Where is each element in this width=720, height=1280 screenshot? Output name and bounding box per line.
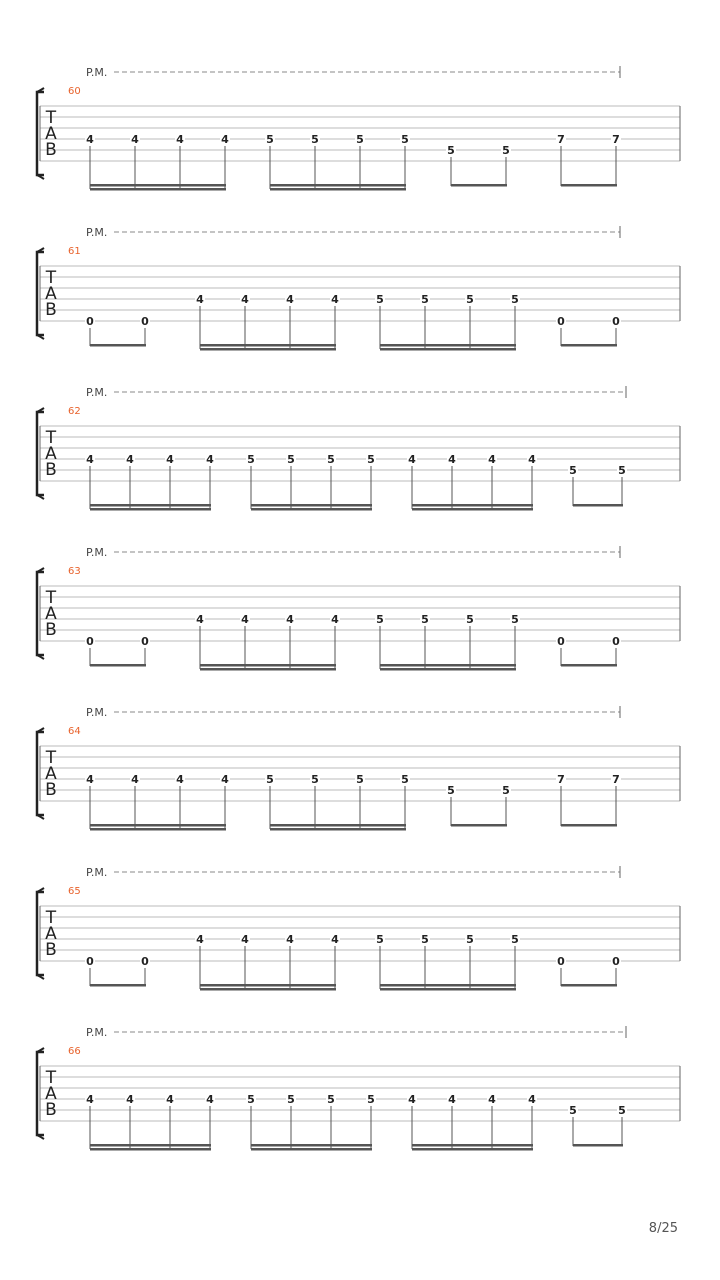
tab-clef-a: A xyxy=(45,924,57,944)
tab-clef-a: A xyxy=(45,444,57,464)
beam-primary xyxy=(200,664,336,667)
tab-clef-b: B xyxy=(45,1100,57,1120)
beam-primary xyxy=(90,984,146,987)
fret-number: 4 xyxy=(528,453,536,466)
beam-primary xyxy=(561,664,617,667)
tab-clef-a: A xyxy=(45,764,57,784)
fret-number: 4 xyxy=(166,453,174,466)
fret-number: 5 xyxy=(511,613,519,626)
palm-mute-label: P.M. xyxy=(86,546,108,559)
fret-number: 5 xyxy=(466,933,474,946)
fret-number: 5 xyxy=(367,453,375,466)
measure-number: 64 xyxy=(68,726,81,737)
tab-clef-t: T xyxy=(45,1068,57,1088)
tab-clef-a: A xyxy=(45,604,57,624)
fret-number: 0 xyxy=(557,955,565,968)
beam-primary xyxy=(561,184,617,187)
fret-number: 4 xyxy=(86,133,94,146)
fret-number: 5 xyxy=(376,293,384,306)
fret-number: 4 xyxy=(241,933,249,946)
fret-number: 0 xyxy=(86,955,94,968)
page-number: 8/25 xyxy=(648,1221,678,1236)
palm-mute-label: P.M. xyxy=(86,706,108,719)
fret-number: 0 xyxy=(86,635,94,648)
fret-number: 5 xyxy=(466,293,474,306)
fret-number: 4 xyxy=(86,453,94,466)
fret-number: 5 xyxy=(401,773,409,786)
fret-number: 5 xyxy=(447,784,455,797)
beam-primary xyxy=(270,184,406,187)
fret-number: 5 xyxy=(247,1093,255,1106)
beam-secondary xyxy=(380,668,516,671)
fret-number: 0 xyxy=(612,955,620,968)
beam-primary xyxy=(90,664,146,667)
fret-number: 4 xyxy=(176,773,184,786)
beam-primary xyxy=(200,344,336,347)
fret-number: 5 xyxy=(356,773,364,786)
beam-primary xyxy=(412,504,533,507)
fret-number: 5 xyxy=(367,1093,375,1106)
beam-primary xyxy=(270,824,406,827)
beam-primary xyxy=(573,504,623,507)
measure-number: 61 xyxy=(68,246,81,257)
fret-number: 4 xyxy=(286,613,294,626)
fret-number: 5 xyxy=(266,773,274,786)
tab-clef-t: T xyxy=(45,908,57,928)
tab-clef-b: B xyxy=(45,460,57,480)
fret-number: 5 xyxy=(311,773,319,786)
fret-number: 5 xyxy=(401,133,409,146)
fret-number: 5 xyxy=(327,1093,335,1106)
fret-number: 4 xyxy=(206,1093,214,1106)
beam-secondary xyxy=(412,1148,533,1151)
fret-number: 5 xyxy=(569,1104,577,1117)
fret-number: 5 xyxy=(376,933,384,946)
fret-number: 4 xyxy=(331,933,339,946)
fret-number: 4 xyxy=(126,453,134,466)
beam-primary xyxy=(561,824,617,827)
fret-number: 5 xyxy=(447,144,455,157)
beam-primary xyxy=(561,984,617,987)
fret-number: 4 xyxy=(331,293,339,306)
beam-primary xyxy=(90,344,146,347)
beam-primary xyxy=(90,184,226,187)
beam-secondary xyxy=(90,828,226,831)
fret-number: 4 xyxy=(241,293,249,306)
tab-clef-t: T xyxy=(45,108,57,128)
fret-number: 7 xyxy=(612,773,620,786)
beam-primary xyxy=(90,1144,211,1147)
measure-number: 60 xyxy=(68,86,81,97)
fret-number: 4 xyxy=(488,453,496,466)
beam-primary xyxy=(90,824,226,827)
fret-number: 5 xyxy=(421,933,429,946)
fret-number: 5 xyxy=(421,293,429,306)
fret-number: 5 xyxy=(618,1104,626,1117)
beam-secondary xyxy=(380,988,516,991)
fret-number: 4 xyxy=(528,1093,536,1106)
fret-number: 5 xyxy=(247,453,255,466)
fret-number: 5 xyxy=(266,133,274,146)
beam-primary xyxy=(380,664,516,667)
measure-number: 63 xyxy=(68,566,81,577)
tab-clef-t: T xyxy=(45,588,57,608)
tab-clef-a: A xyxy=(45,124,57,144)
measure-number: 65 xyxy=(68,886,81,897)
fret-number: 5 xyxy=(502,144,510,157)
beam-primary xyxy=(251,1144,372,1147)
fret-number: 0 xyxy=(86,315,94,328)
palm-mute-label: P.M. xyxy=(86,386,108,399)
fret-number: 4 xyxy=(408,453,416,466)
beam-secondary xyxy=(90,1148,211,1151)
tab-clef-b: B xyxy=(45,940,57,960)
beam-primary xyxy=(90,504,211,507)
beam-secondary xyxy=(270,828,406,831)
tab-clef-a: A xyxy=(45,1084,57,1104)
beam-secondary xyxy=(270,188,406,191)
fret-number: 5 xyxy=(327,453,335,466)
fret-number: 4 xyxy=(221,133,229,146)
fret-number: 5 xyxy=(287,1093,295,1106)
fret-number: 5 xyxy=(287,453,295,466)
fret-number: 5 xyxy=(356,133,364,146)
beam-primary xyxy=(573,1144,623,1147)
fret-number: 0 xyxy=(141,955,149,968)
tab-clef-b: B xyxy=(45,300,57,320)
fret-number: 4 xyxy=(488,1093,496,1106)
fret-number: 4 xyxy=(196,933,204,946)
fret-number: 5 xyxy=(511,293,519,306)
fret-number: 0 xyxy=(141,315,149,328)
beam-secondary xyxy=(412,508,533,511)
fret-number: 4 xyxy=(131,773,139,786)
palm-mute-label: P.M. xyxy=(86,1026,108,1039)
beam-secondary xyxy=(200,348,336,351)
palm-mute-label: P.M. xyxy=(86,866,108,879)
fret-number: 4 xyxy=(86,1093,94,1106)
palm-mute-label: P.M. xyxy=(86,66,108,79)
fret-number: 4 xyxy=(331,613,339,626)
fret-number: 4 xyxy=(448,1093,456,1106)
fret-number: 5 xyxy=(502,784,510,797)
beam-secondary xyxy=(200,988,336,991)
measure-number: 66 xyxy=(68,1046,81,1057)
tab-clef-b: B xyxy=(45,780,57,800)
beam-secondary xyxy=(90,508,211,511)
fret-number: 5 xyxy=(376,613,384,626)
fret-number: 4 xyxy=(286,293,294,306)
tab-clef-t: T xyxy=(45,428,57,448)
fret-number: 5 xyxy=(466,613,474,626)
fret-number: 7 xyxy=(557,773,565,786)
fret-number: 7 xyxy=(612,133,620,146)
tab-clef-t: T xyxy=(45,748,57,768)
beam-secondary xyxy=(251,508,372,511)
fret-number: 0 xyxy=(557,635,565,648)
measure-number: 62 xyxy=(68,406,81,417)
fret-number: 4 xyxy=(126,1093,134,1106)
beam-primary xyxy=(561,344,617,347)
beam-primary xyxy=(451,184,507,187)
fret-number: 0 xyxy=(612,315,620,328)
fret-number: 5 xyxy=(421,613,429,626)
tab-clef-b: B xyxy=(45,140,57,160)
beam-primary xyxy=(412,1144,533,1147)
beam-secondary xyxy=(251,1148,372,1151)
fret-number: 0 xyxy=(612,635,620,648)
beam-secondary xyxy=(200,668,336,671)
fret-number: 4 xyxy=(176,133,184,146)
fret-number: 4 xyxy=(196,613,204,626)
fret-number: 4 xyxy=(166,1093,174,1106)
fret-number: 0 xyxy=(557,315,565,328)
fret-number: 5 xyxy=(569,464,577,477)
palm-mute-label: P.M. xyxy=(86,226,108,239)
fret-number: 4 xyxy=(448,453,456,466)
fret-number: 7 xyxy=(557,133,565,146)
fret-number: 4 xyxy=(206,453,214,466)
beam-secondary xyxy=(90,188,226,191)
fret-number: 4 xyxy=(408,1093,416,1106)
fret-number: 4 xyxy=(196,293,204,306)
beam-primary xyxy=(200,984,336,987)
fret-number: 4 xyxy=(221,773,229,786)
beam-primary xyxy=(380,344,516,347)
fret-number: 4 xyxy=(86,773,94,786)
fret-number: 4 xyxy=(241,613,249,626)
fret-number: 5 xyxy=(511,933,519,946)
fret-number: 4 xyxy=(286,933,294,946)
fret-number: 4 xyxy=(131,133,139,146)
beam-primary xyxy=(251,504,372,507)
tab-clef-b: B xyxy=(45,620,57,640)
beam-secondary xyxy=(380,348,516,351)
fret-number: 5 xyxy=(618,464,626,477)
tab-clef-a: A xyxy=(45,284,57,304)
fret-number: 5 xyxy=(311,133,319,146)
tab-clef-t: T xyxy=(45,268,57,288)
fret-number: 0 xyxy=(141,635,149,648)
beam-primary xyxy=(380,984,516,987)
beam-primary xyxy=(451,824,507,827)
